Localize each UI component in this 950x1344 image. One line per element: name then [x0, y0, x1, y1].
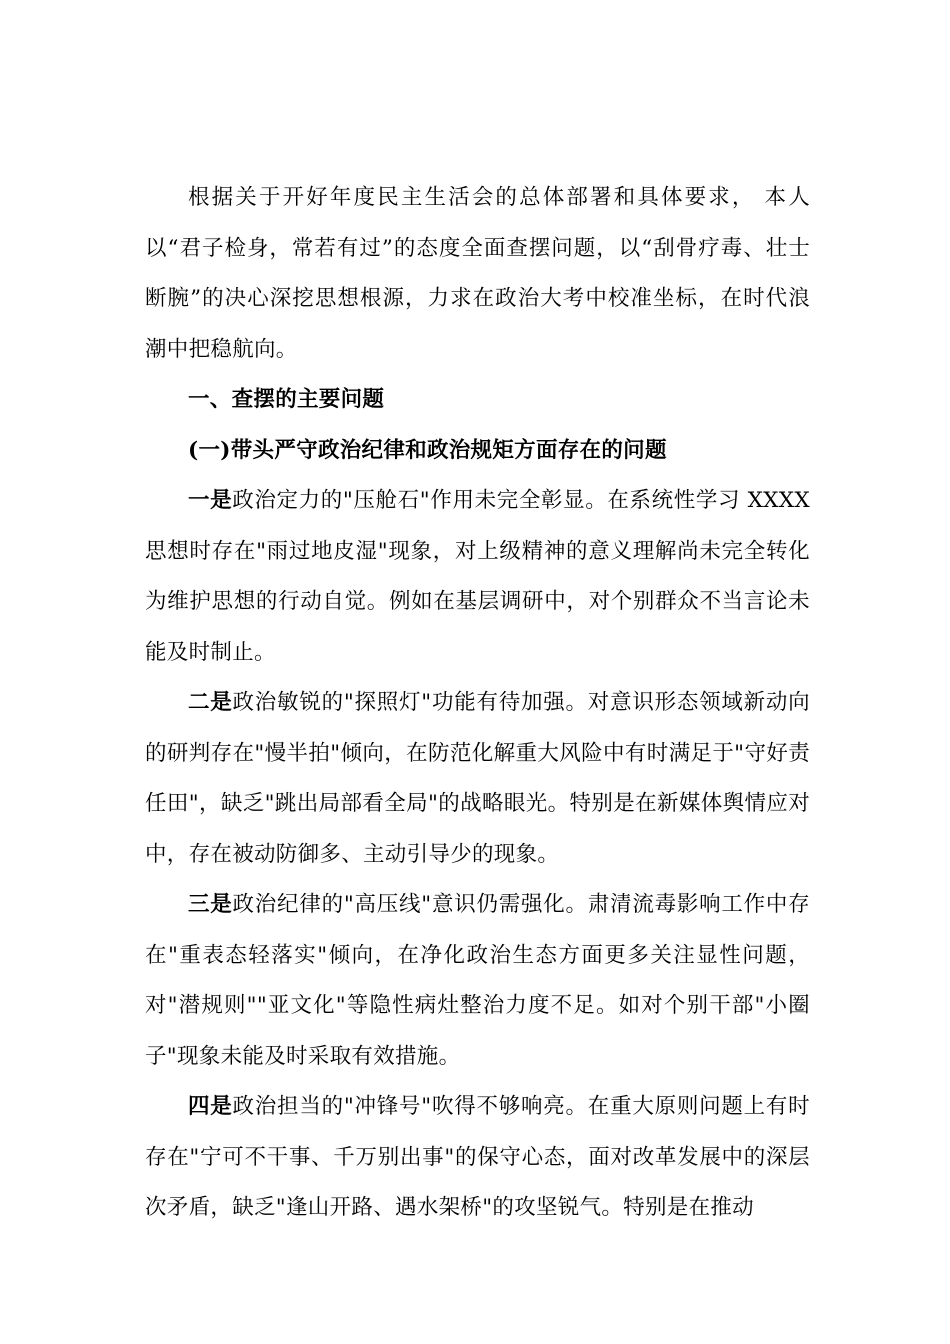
- item-lead-1: 一是: [188, 488, 233, 513]
- item-paragraph-4: [145, 1082, 810, 1234]
- item-lead-3: 三是: [188, 892, 233, 917]
- item-lead-4: 四是: [188, 1094, 233, 1119]
- item-text-3: 政治纪律的"高压线"意识仍需强化。肃清流毒影响工作中存在"重表态轻落实"倾向，在净化政治生态方面更多关注显性问题，对"潜规则""亚文化"等隐性病灶整治力度不足。如对个别干部"小圈子"现象未能及时采取有效措施。: [145, 892, 810, 1069]
- item-text-2: 政治敏锐的"探照灯"功能有待加强。对意识形态领域新动向的研判存在"慢半拍"倾向，在防范化解重大风险中有时满足于"守好责任田"，缺乏"跳出局部看全局"的战略眼光。特别是在新媒体舆情应对中，存在被动防御多、主动引导少的现象。: [145, 690, 810, 867]
- item-paragraph-2: [145, 678, 810, 880]
- subsection-heading: (一)带头严守政治纪律和政治规矩方面存在的问题: [188, 437, 667, 463]
- section-heading: 一、查摆的主要问题: [188, 387, 385, 412]
- item-text-4: 政治担当的"冲锋号"吹得不够响亮。在重大原则问题上有时存在"宁可不干事、千万别出事"的保守心态，面对改革发展中的深层次矛盾，缺乏"逢山开路、遇水架桥"的攻坚锐气。特别是在推动: [145, 1094, 810, 1220]
- intro-paragraph: 根据关于开好年度民主生活会的总体部署和具体要求， 本人以“君子检身，常若有过”的态度全面查摆问题，以“刮骨疗毒、壮士断腕”的决心深挖思想根源，力求在政治大考中校准坐标，在时代浪潮中把稳航向。: [145, 185, 810, 362]
- item-lead-2: 二是: [188, 690, 233, 715]
- document-body: [145, 173, 810, 1234]
- item-paragraph-3: [145, 880, 810, 1082]
- item-text-1: 政治定力的"压舱石"作用未完全彰显。在系统性学习 XXXX 思想时存在"雨过地皮湿"现象，对上级精神的意义理解尚未完全转化为维护思想的行动自觉。例如在基层调研中，对个别群众不当言论未能及时制止。: [145, 488, 810, 665]
- item-paragraph-1: [145, 476, 810, 678]
